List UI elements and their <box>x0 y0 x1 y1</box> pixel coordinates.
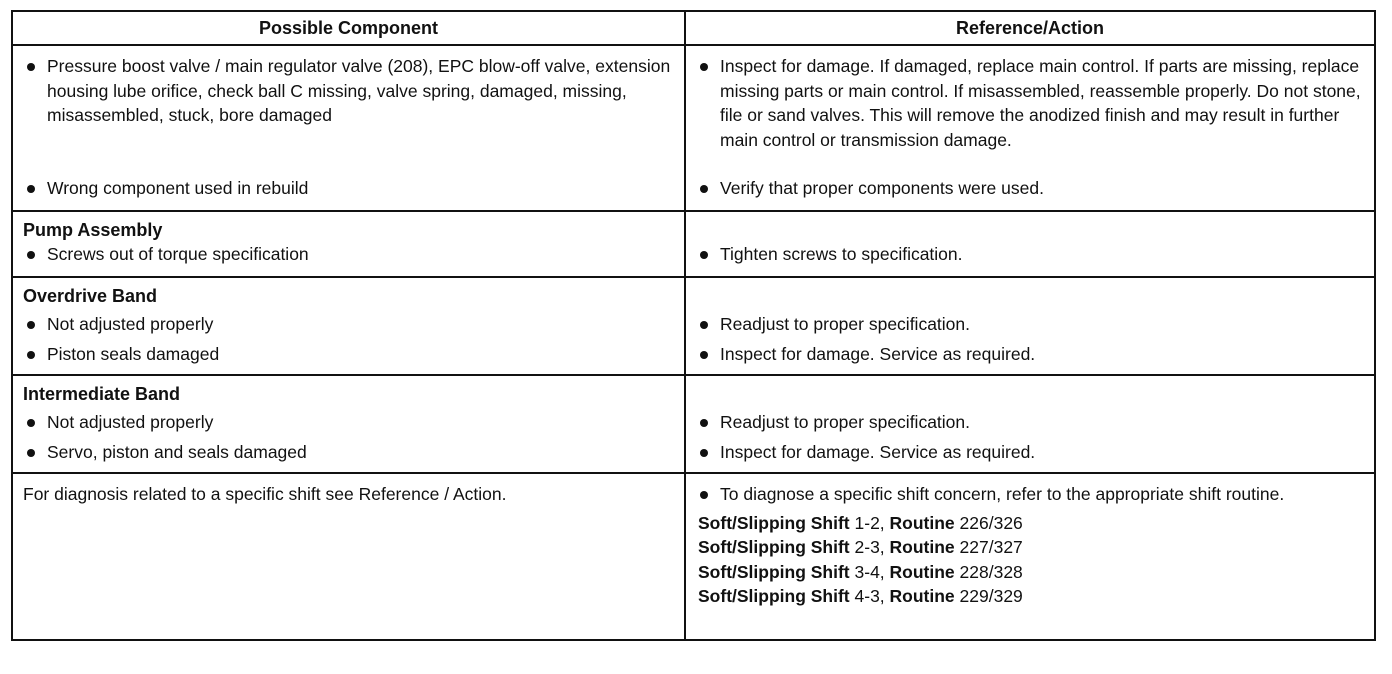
action-cell <box>686 278 1374 374</box>
component-item: Piston seals damaged <box>23 342 674 367</box>
routine-list <box>696 511 1364 609</box>
table-row <box>13 210 1374 276</box>
action-item: Inspect for damage. Service as required. <box>696 342 1364 367</box>
action-item: Tighten screws to specification. <box>696 242 1364 267</box>
component-cell <box>13 474 686 639</box>
section-title: Pump Assembly <box>23 220 163 240</box>
component-cell <box>13 376 686 472</box>
component-item: Not adjusted properly <box>23 312 674 337</box>
component-item: Screws out of torque specification <box>23 242 674 267</box>
component-item: Pressure boost valve / main regulator valve (208), EPC blow-off valve, extension housing lube orifice, check ball C missing, valve spring, damaged, missing, misassembled, stuck, bore damaged <box>23 54 674 176</box>
action-cell <box>686 376 1374 472</box>
table-row <box>13 44 1374 210</box>
action-item: Readjust to proper specification. <box>696 410 1364 435</box>
table-row <box>13 374 1374 472</box>
component-cell <box>13 212 686 276</box>
table-row <box>13 276 1374 374</box>
action-cell <box>686 212 1374 276</box>
routine-line: Soft/Slipping Shift 2-3, Routine 227/327 <box>698 537 1023 557</box>
routine-line: Soft/Slipping Shift 4-3, Routine 229/329 <box>698 586 1023 606</box>
action-cell <box>686 46 1374 210</box>
diagnosis-note: For diagnosis related to a specific shift see Reference / Action. <box>23 484 507 504</box>
header-reference-action: Reference/Action <box>955 17 1105 38</box>
diagnosis-table <box>11 10 1376 641</box>
routine-line: Soft/Slipping Shift 3-4, Routine 228/328 <box>698 561 1023 582</box>
component-cell <box>13 278 686 374</box>
action-cell <box>686 474 1374 639</box>
header-possible-component: Possible Component <box>13 12 686 44</box>
component-item: Wrong component used in rebuild <box>23 176 674 201</box>
action-item: Inspect for damage. If damaged, replace main control. If parts are missing, replace missing parts or main control. If misassembled, reassemble properly. Do not stone, file or sand valves. This will remove the anodized finish and may result in further main control or transmission damage. <box>696 54 1364 176</box>
action-item: To diagnose a specific shift concern, refer to the appropriate shift routine. <box>696 482 1364 507</box>
section-title: Overdrive Band <box>23 286 158 306</box>
component-item: Not adjusted properly <box>23 410 674 435</box>
action-item: Readjust to proper specification. <box>696 312 1364 337</box>
section-title: Intermediate Band <box>23 384 181 404</box>
routine-line: Soft/Slipping Shift 1-2, Routine 226/326 <box>698 512 1023 533</box>
table-header-row <box>13 12 1374 44</box>
component-cell <box>13 46 686 210</box>
table-row <box>13 472 1374 639</box>
component-item: Servo, piston and seals damaged <box>23 440 674 465</box>
action-item: Verify that proper components were used. <box>696 176 1364 201</box>
action-item: Inspect for damage. Service as required. <box>696 440 1364 465</box>
